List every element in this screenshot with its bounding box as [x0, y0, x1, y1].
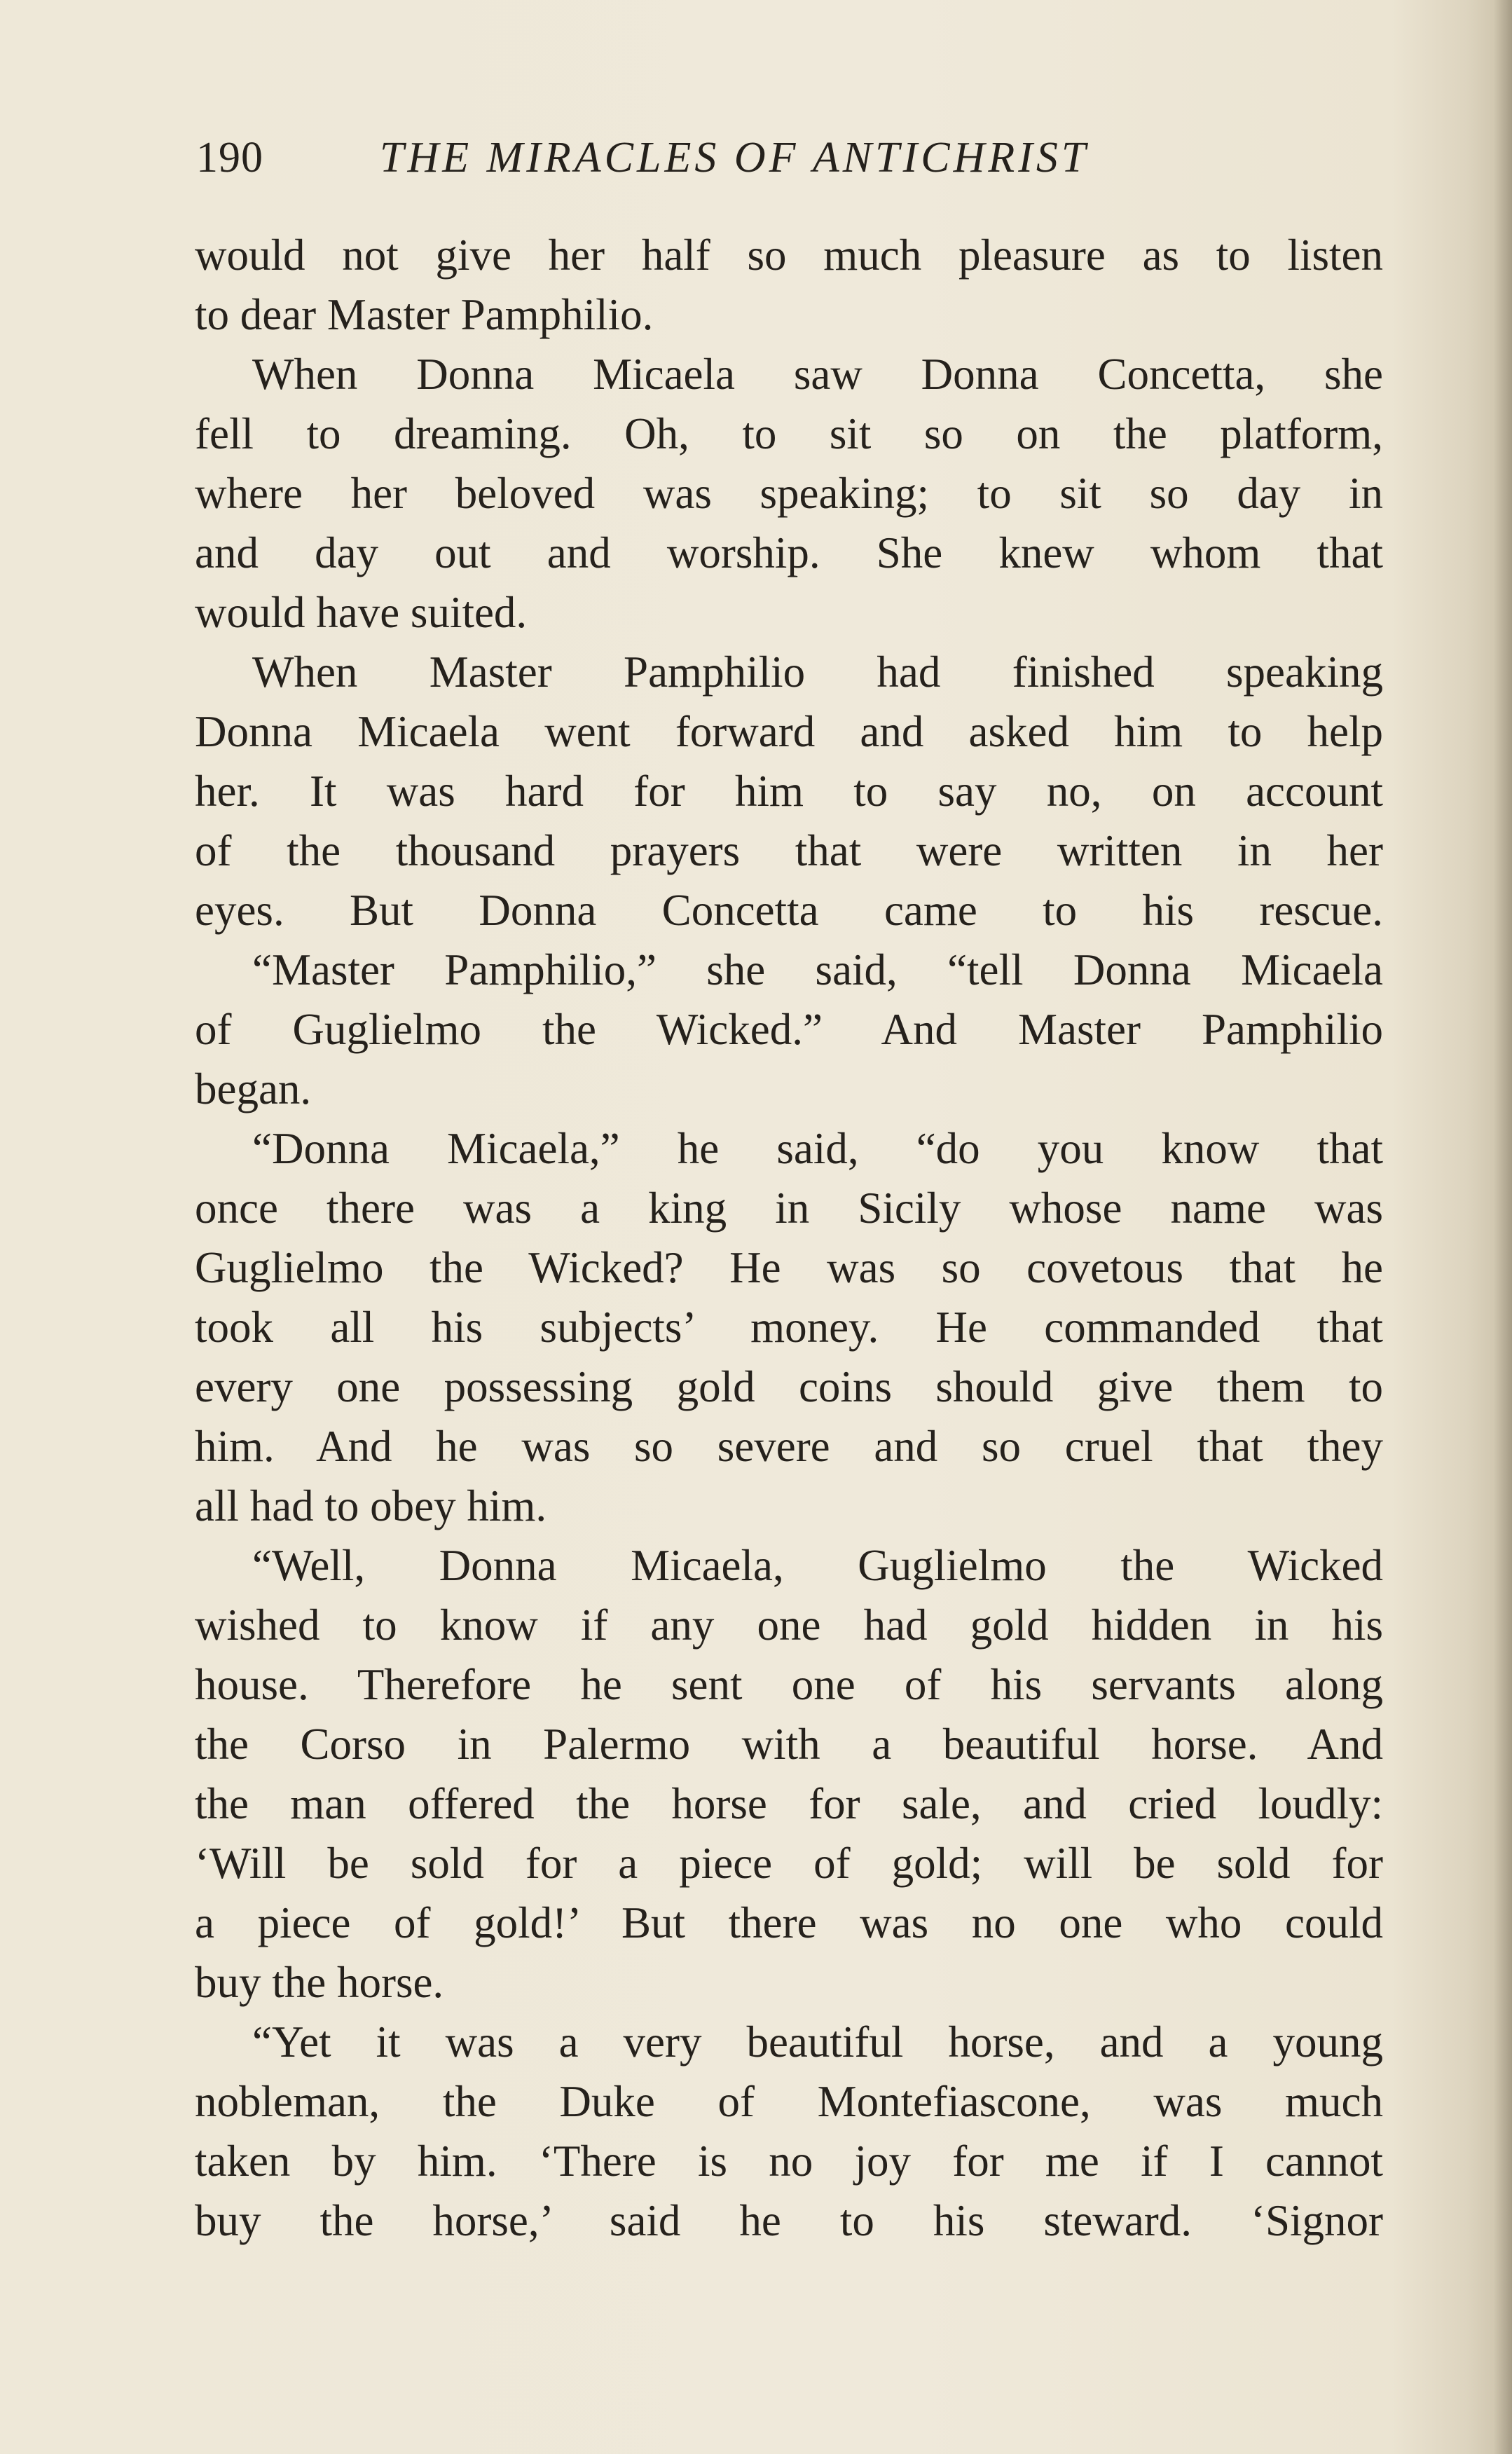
text-line: a piece of gold!’ But there was no one who could — [195, 1898, 1383, 1947]
text-line: where her beloved was speaking; to sit so day in — [195, 469, 1383, 518]
text-line: taken by him. ‘There is no joy for me if I cannot — [195, 2137, 1383, 2186]
text-line: “Well, Donna Micaela, Guglielmo the Wicked — [252, 1541, 1383, 1590]
text-line: eyes. But Donna Concetta came to his rescue. — [195, 886, 1383, 935]
text-line: began. — [195, 1064, 312, 1113]
text-line: “Master Pamphilio,” she said, “tell Donna Micaela — [252, 945, 1383, 994]
page-number: 190 — [196, 134, 263, 181]
text-line: “Yet it was a very beautiful horse, and a young — [252, 2017, 1383, 2066]
text-line: Guglielmo the Wicked? He was so covetous that he — [195, 1243, 1383, 1292]
text-line: the Corso in Palermo with a beautiful horse. And — [195, 1720, 1383, 1769]
text-line: When Donna Micaela saw Donna Concetta, she — [252, 350, 1383, 399]
text-line: would have suited. — [195, 588, 528, 637]
text-line: buy the horse. — [195, 1958, 444, 2007]
body-text — [195, 226, 1383, 2251]
text-line: house. Therefore he sent one of his servants along — [195, 1660, 1383, 1709]
text-line: to dear Master Pamphilio. — [195, 290, 654, 339]
text-line: him. And he was so severe and so cruel that they — [195, 1422, 1383, 1471]
text-line: her. It was hard for him to say no, on account — [195, 767, 1383, 816]
text-line: nobleman, the Duke of Montefiascone, was much — [195, 2077, 1383, 2126]
text-line: Donna Micaela went forward and asked him to help — [195, 707, 1383, 756]
page-edge-shadow — [1494, 0, 1512, 2454]
running-header — [196, 126, 1387, 189]
text-line: wished to know if any one had gold hidden in his — [195, 1600, 1383, 1650]
text-line: took all his subjects’ money. He commanded that — [195, 1303, 1383, 1352]
text-line: When Master Pamphilio had finished speaking — [252, 647, 1383, 697]
text-line: ‘Will be sold for a piece of gold; will be sold for — [195, 1839, 1383, 1888]
text-line: of Guglielmo the Wicked.” And Master Pamphilio — [195, 1005, 1383, 1054]
text-line: “Donna Micaela,” he said, “do you know that — [252, 1124, 1383, 1173]
text-line: the man offered the horse for sale, and cried loudly: — [195, 1779, 1383, 1828]
text-line: every one possessing gold coins should give them to — [195, 1362, 1383, 1411]
text-line: all had to obey him. — [195, 1481, 547, 1530]
text-line: buy the horse,’ said he to his steward. ‘Signor — [195, 2196, 1383, 2245]
text-line: would not give her half so much pleasure as to listen — [195, 231, 1383, 280]
text-line: fell to dreaming. Oh, to sit so on the platform, — [195, 409, 1383, 458]
text-line: once there was a king in Sicily whose name was — [195, 1184, 1383, 1233]
running-title: THE MIRACLES OF ANTICHRIST — [380, 134, 1090, 181]
text-line: of the thousand prayers that were written in her — [195, 826, 1383, 875]
text-line: and day out and worship. She knew whom that — [195, 528, 1383, 577]
